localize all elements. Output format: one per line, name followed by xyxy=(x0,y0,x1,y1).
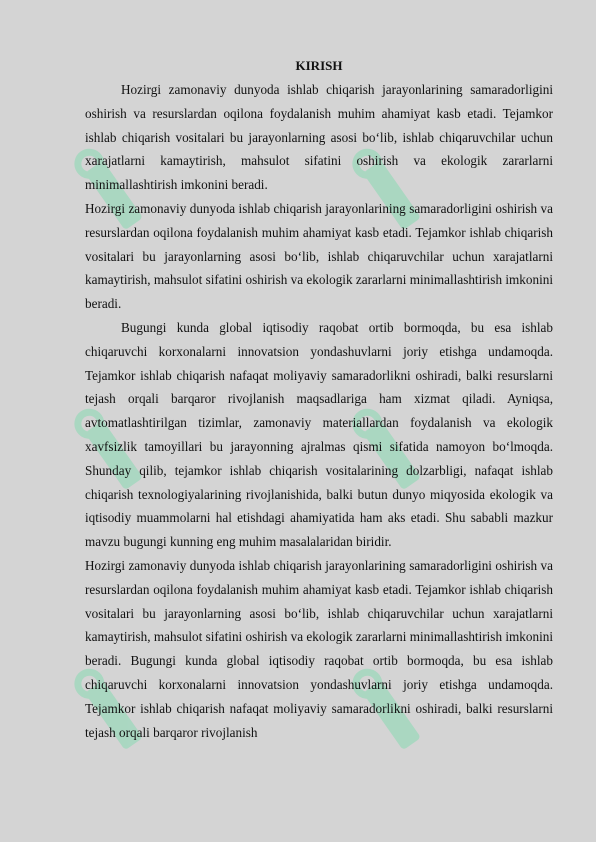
page-title: KIRISH xyxy=(295,58,343,73)
paragraph: Hozirgi zamonaviy dunyoda ishlab chiqarish jarayonlarining samaradorligini oshirish va resurslardan oqilona foydalanish muhim ahamiyat kasb etadi. Tejamkor ishlab chiqarish vositalari bu jarayonlarning asosi bo‘lib, ishlab chiqaruvchilar uchun xarajatlarni kamaytirish, mahsulot sifatini oshirish va ekologik zararlarni minimallashtirish imkonini beradi. xyxy=(85,200,553,312)
paragraph: Bugungi kunda global iqtisodiy raqobat ortib bormoqda, bu esa ishlab chiqaruvchi korxonalarni innovatsion yondashuvlarni joriy etishga undamoqda. Tejamkor ishlab chiqarish nafaqat moliyaviy samaradorlikni oshiradi, balki resurslarni tejash orqali barqaror rivojlanish maqsadlariga ham xizmat qiladi. Ayniqsa, avtomatlashtirilgan tizimlar, zamonaviy materiallardan foydalanish va ekologik xavfsizlik tamoyillari bu jarayonning ajralmas qismi sifatida namoyon bo‘lmoqda. Shunday qilib, tejamkor ishlab chiqarish vositalarining dolzarbligi, nafaqat ishlab chiqarish texnologiyalarining rivojlanishida, balki butun dunyo miqyosida ekologik va iqtisodiy muammolarni hal etishdagi ahamiyatida ham aks etadi. Shu sababli mazkur mavzu bugungi kunning eng muhim masalalaridan biridir. xyxy=(85,319,553,550)
paragraph: Hozirgi zamonaviy dunyoda ishlab chiqarish jarayonlarining samaradorligini oshirish va resurslardan oqilona foydalanish muhim ahamiyat kasb etadi. Tejamkor ishlab chiqarish vositalari bu jarayonlarning asosi bo‘lib, ishlab chiqaruvchilar uchun xarajatlarni kamaytirish, mahsulot sifatini oshirish va ekologik zararlarni minimallashtirish imkonini beradi. xyxy=(85,82,553,193)
paragraph: Hozirgi zamonaviy dunyoda ishlab chiqarish jarayonlarining samaradorligini oshirish va resurslardan oqilona foydalanish muhim ahamiyat kasb etadi. Tejamkor ishlab chiqarish vositalari bu jarayonlarning asosi bo‘lib, ishlab chiqaruvchilar uchun xarajatlarni kamaytirish, mahsulot sifatini oshirish va ekologik zararlarni minimallashtirish imkonini beradi. Bugungi kunda global iqtisodiy raqobat ortib bormoqda, bu esa ishlab chiqaruvchi korxonalarni innovatsion yondashuvlarni joriy etishga undamoqda. Tejamkor ishlab chiqarish nafaqat moliyaviy samaradorlikni oshiradi, balki resurslarni tejash orqali barqaror rivojlanish xyxy=(85,557,553,740)
document-page xyxy=(85,54,553,744)
